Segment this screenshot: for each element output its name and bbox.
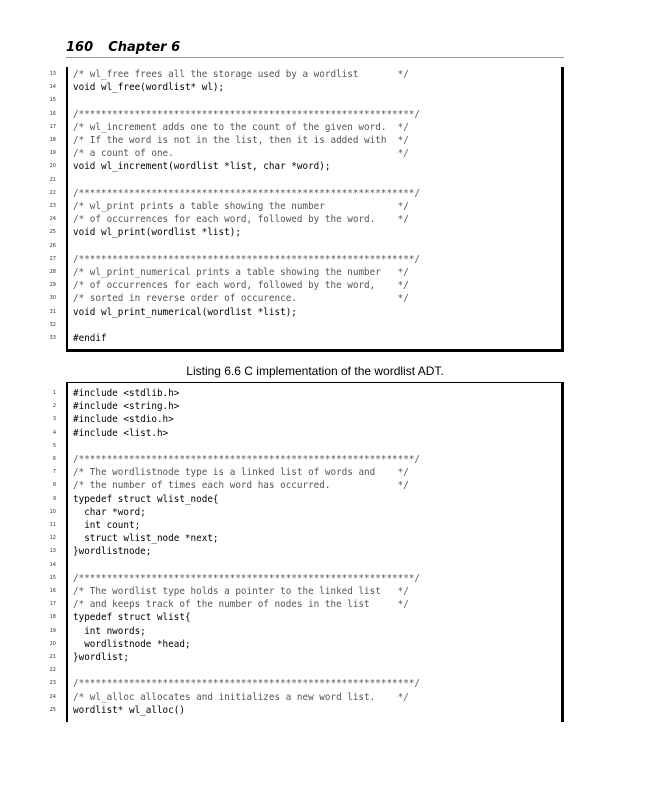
code-line — [52, 453, 561, 466]
line-number: 19 — [49, 627, 56, 634]
code-comment: /* wl_alloc allocates and initializes a new word list. */ — [73, 691, 409, 703]
code-comment: /* wl_print_numerical prints a table showing the number */ — [73, 267, 409, 278]
code-line — [52, 479, 561, 492]
line-number: 4 — [52, 429, 56, 436]
code-text: #include <stdio.h> — [73, 414, 174, 426]
code-line — [49, 704, 561, 717]
line-number: 2 — [52, 403, 56, 410]
line-number: 15 — [49, 97, 56, 104]
code-line — [49, 545, 561, 558]
code-line — [49, 200, 561, 213]
line-number: 27 — [49, 255, 56, 262]
code-text: void wl_free(wordlist* wl); — [73, 82, 225, 94]
code-text: struct wlist_node *next; — [73, 533, 219, 545]
code-line — [49, 677, 561, 690]
line-number: 25 — [49, 706, 56, 713]
code-comment: /* The wordlistnode type is a linked list of words and */ — [73, 467, 409, 479]
line-number: 28 — [49, 269, 56, 275]
code-line — [49, 81, 561, 94]
code-line — [49, 585, 561, 598]
code-comment: /* of occurrences for each word, followed by the word. */ — [73, 214, 409, 226]
line-number: 33 — [49, 335, 56, 341]
code-line — [49, 651, 561, 664]
code-line — [49, 625, 561, 638]
code-comment: /* The wordlist type holds a pointer to the linked list */ — [73, 586, 409, 597]
code-comment: /* wl_free frees all the storage used by a wordlist */ — [73, 69, 409, 80]
code-line — [49, 134, 561, 147]
code-line — [49, 174, 561, 187]
code-comment: /* If the word is not in the list, then it is added with */ — [73, 135, 409, 146]
code-comment: /* the number of times each word has occurred. */ — [73, 480, 409, 492]
line-number: 16 — [49, 588, 56, 594]
line-number: 12 — [49, 535, 56, 542]
line-number: 25 — [49, 229, 56, 236]
line-number: 26 — [49, 242, 56, 249]
code-listing-6-6 — [49, 382, 564, 722]
code-line — [49, 292, 561, 305]
code-text: char *word; — [73, 506, 146, 518]
page-header — [66, 36, 564, 58]
code-line — [52, 400, 561, 413]
code-text: int nwords; — [73, 625, 146, 637]
line-number: 17 — [49, 123, 56, 130]
code-text: #endif — [73, 333, 107, 344]
line-number: 11 — [49, 522, 56, 528]
line-number: 21 — [49, 176, 56, 183]
code-comment: /************************************************************/ — [73, 572, 421, 584]
code-line — [49, 240, 561, 253]
code-text: typedef struct wlist_node{ — [73, 493, 219, 505]
line-number: 17 — [49, 601, 56, 608]
line-number: 18 — [49, 614, 56, 621]
code-text: wordlist* wl_alloc() — [73, 704, 185, 716]
line-number: 13 — [49, 548, 56, 555]
line-number: 1 — [52, 390, 56, 396]
code-line — [49, 506, 561, 519]
line-number: 18 — [49, 137, 56, 143]
code-line — [52, 413, 561, 426]
code-comment: /* a count of one. */ — [73, 148, 409, 160]
code-line — [49, 68, 561, 81]
line-number: 10 — [49, 508, 56, 515]
code-text: }wordlistnode; — [73, 546, 152, 558]
code-line — [49, 108, 561, 121]
line-number: 14 — [49, 84, 56, 91]
code-comment: /************************************************************/ — [73, 108, 421, 120]
code-text: void wl_increment(wordlist *list, char *word); — [73, 161, 331, 173]
code-comment: /* wl_print prints a table showing the number */ — [73, 201, 409, 212]
line-number: 20 — [49, 163, 56, 170]
line-number: 5 — [52, 442, 56, 449]
line-number: 32 — [49, 321, 56, 328]
line-number: 7 — [52, 469, 56, 476]
line-number: 22 — [49, 189, 56, 196]
line-number: 16 — [49, 110, 56, 117]
code-line — [49, 147, 561, 160]
code-line — [49, 187, 561, 200]
code-text: }wordlist; — [73, 652, 129, 663]
code-line — [49, 160, 561, 173]
code-line — [49, 319, 561, 332]
code-comment: /* of occurrences for each word, followed by the word, */ — [73, 280, 409, 292]
code-line — [49, 598, 561, 611]
code-line — [49, 638, 561, 651]
line-number: 31 — [49, 308, 56, 315]
code-comment: /************************************************************/ — [73, 678, 421, 690]
code-line — [52, 493, 561, 506]
code-text: wordlistnode *head; — [73, 638, 191, 650]
code-line — [52, 427, 561, 440]
line-number: 19 — [49, 150, 56, 157]
code-comment: /************************************************************/ — [73, 187, 421, 199]
code-line — [49, 306, 561, 319]
code-comment: /* sorted in reverse order of occurence. */ — [73, 293, 409, 305]
line-number: 14 — [49, 561, 56, 568]
code-comment: /************************************************************/ — [73, 454, 421, 465]
code-line — [52, 440, 561, 453]
line-number: 20 — [49, 640, 56, 647]
code-listing-continued — [49, 67, 564, 352]
line-number: 13 — [49, 71, 56, 77]
chapter-title: Chapter 6 — [108, 40, 181, 55]
line-number: 15 — [49, 574, 56, 581]
code-comment: /* wl_increment adds one to the count of the given word. */ — [73, 121, 409, 133]
code-line — [52, 387, 561, 400]
line-number: 23 — [49, 203, 56, 209]
code-line — [49, 213, 561, 226]
code-line — [49, 266, 561, 279]
code-text: #include <stdlib.h> — [73, 388, 180, 399]
code-line — [49, 279, 561, 292]
code-comment: /************************************************************/ — [73, 253, 421, 265]
line-number: 30 — [49, 295, 56, 302]
line-number: 21 — [49, 654, 56, 660]
code-text: #include <string.h> — [73, 401, 180, 413]
code-line — [49, 94, 561, 107]
code-text: void wl_print(wordlist *list); — [73, 227, 241, 239]
code-line — [49, 559, 561, 572]
line-number: 6 — [52, 456, 56, 462]
line-number: 22 — [49, 667, 56, 674]
code-line — [49, 519, 561, 532]
line-number: 24 — [49, 693, 56, 700]
line-number: 8 — [52, 482, 56, 489]
line-number: 3 — [52, 416, 56, 423]
code-line — [49, 572, 561, 585]
listing-caption: Listing 6.6 C implementation of the wordlist ADT. — [186, 364, 444, 378]
line-number: 24 — [49, 216, 56, 223]
code-line — [49, 532, 561, 545]
code-line — [49, 691, 561, 704]
line-number: 9 — [52, 495, 56, 502]
code-text: void wl_print_numerical(wordlist *list); — [73, 306, 297, 318]
code-line — [52, 466, 561, 479]
code-comment: /* and keeps track of the number of nodes in the list */ — [73, 599, 409, 611]
code-line — [49, 226, 561, 239]
code-line — [49, 664, 561, 677]
line-number: 23 — [49, 680, 56, 687]
code-text: #include <list.h> — [73, 427, 169, 439]
code-line — [49, 611, 561, 624]
code-text: typedef struct wlist{ — [73, 612, 191, 624]
code-line — [49, 121, 561, 134]
code-text: int count; — [73, 520, 141, 531]
page-number: 160 — [66, 40, 94, 55]
code-line — [49, 253, 561, 266]
line-number: 29 — [49, 282, 56, 289]
code-line — [49, 332, 561, 345]
